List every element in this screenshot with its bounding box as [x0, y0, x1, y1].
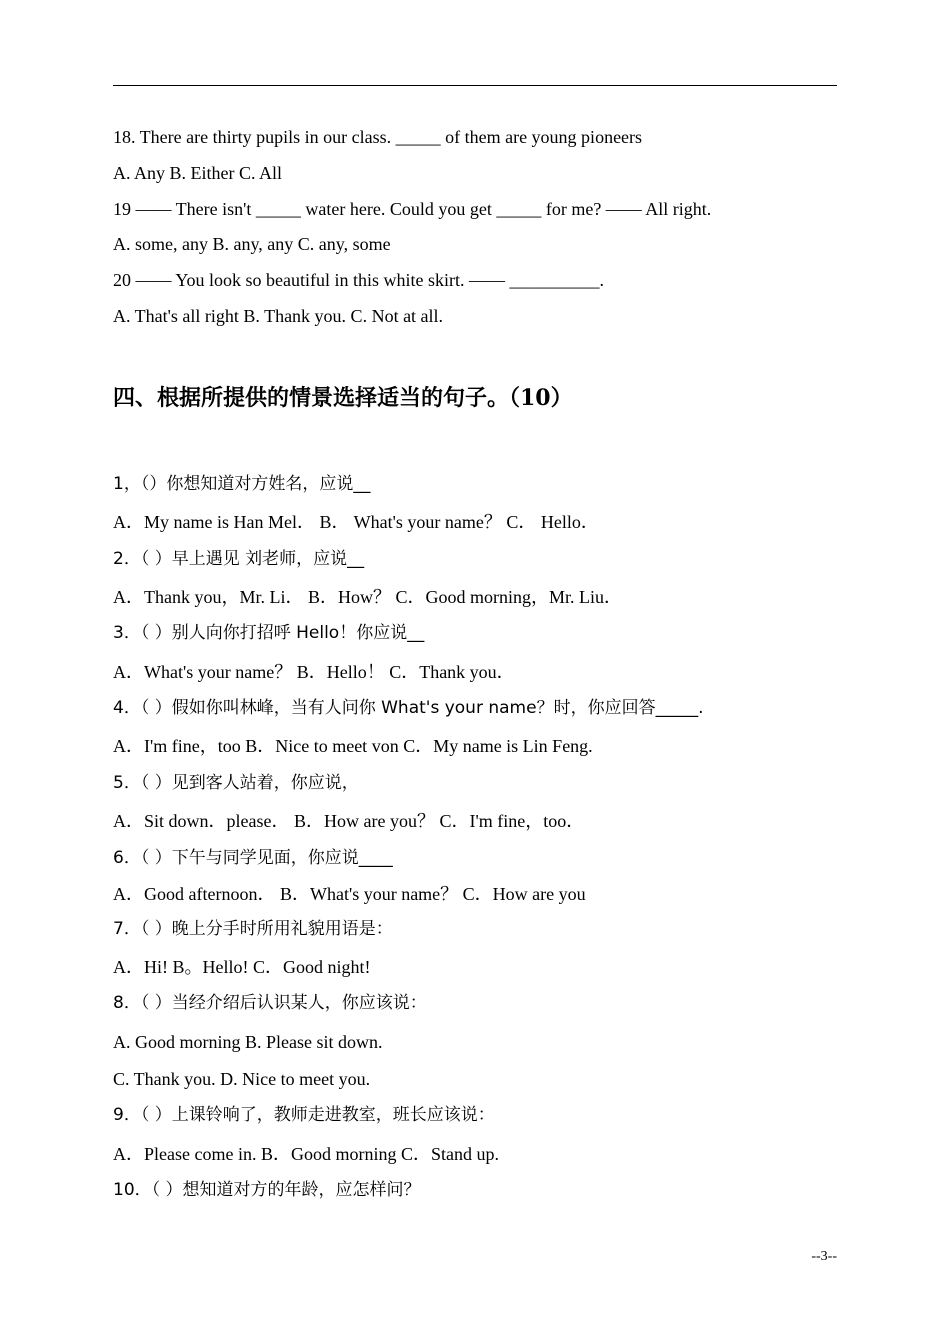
s4-question-8-options-cd: C. Thank you. D. Nice to meet you. — [113, 1069, 371, 1089]
s4-question-4-options: A．I'm fine，too B．Nice to meet von C．My name is Lin Feng. — [113, 736, 593, 756]
s4-question-2-options: A．Thank you，Mr. Li． B．How？ C．Good morning，Mr. Liu． — [113, 587, 622, 607]
s4-question-9: 9．（ ）上课铃响了，教师走进教室，班长应该说： — [113, 1105, 495, 1125]
s4-question-4: 4．（ ）假如你叫林峰，当有人问你 What's your name？时，你应回答_____. — [113, 698, 704, 718]
s4-question-5: 5．（ ）见到客人站着，你应说， — [113, 773, 359, 793]
question-20: 20 —— You look so beautiful in this white skirt. —— __________. — [113, 270, 605, 290]
question-19: 19 —— There isn't _____ water here. Could you get _____ for me? —— All right. — [113, 199, 712, 219]
s4-question-8-options-ab: A. Good morning B. Please sit down. — [113, 1032, 383, 1052]
s4-question-5-options: A．Sit down．please． B．How are you？ C．I'm fine，too． — [113, 811, 585, 831]
s4-question-10: 10．（ ）想知道对方的年龄，应怎样问？ — [113, 1180, 421, 1200]
page-number: --3-- — [811, 1249, 837, 1264]
s4-question-9-options: A．Please come in. B．Good morning C．Stand up. — [113, 1144, 499, 1164]
s4-question-3-options: A．What's your name？ B．Hello！ C．Thank you． — [113, 662, 515, 682]
s4-question-1-options: A．My name is Han Mel． B． What's your name？ C． Hello． — [113, 512, 599, 532]
question-18: 18. There are thirty pupils in our class. _____ of them are young pioneers — [113, 127, 643, 147]
s4-question-6-options: A．Good afternoon． B．What's your name？ C．How are you — [113, 884, 586, 904]
s4-question-3: 3．（ ）别人向你打招呼 Hello！你应说__ — [113, 623, 425, 643]
s4-question-7: 7．（ ）晚上分手时所用礼貌用语是： — [113, 919, 393, 939]
s4-question-2: 2．（ ）早上遇见 刘老师，应说__ — [113, 549, 365, 569]
s4-question-6: 6．（ ）下午与同学见面，你应说____ — [113, 848, 393, 868]
header-rule — [113, 85, 837, 86]
s4-question-8: 8．（ ）当经介绍后认识某人，你应该说： — [113, 993, 427, 1013]
question-20-options: A. That's all right B. Thank you. C. Not at all. — [113, 306, 444, 326]
section-4-heading: 四、根据所提供的情景选择适当的句子。（10） — [113, 385, 573, 411]
question-19-options: A. some, any B. any, any C. any, some — [113, 234, 391, 254]
s4-question-7-options: A．Hi! B。Hello! C．Good night! — [113, 957, 371, 977]
s4-question-1: 1，（）你想知道对方姓名，应说__ — [113, 474, 371, 494]
question-18-options: A. Any B. Either C. All — [113, 163, 283, 183]
